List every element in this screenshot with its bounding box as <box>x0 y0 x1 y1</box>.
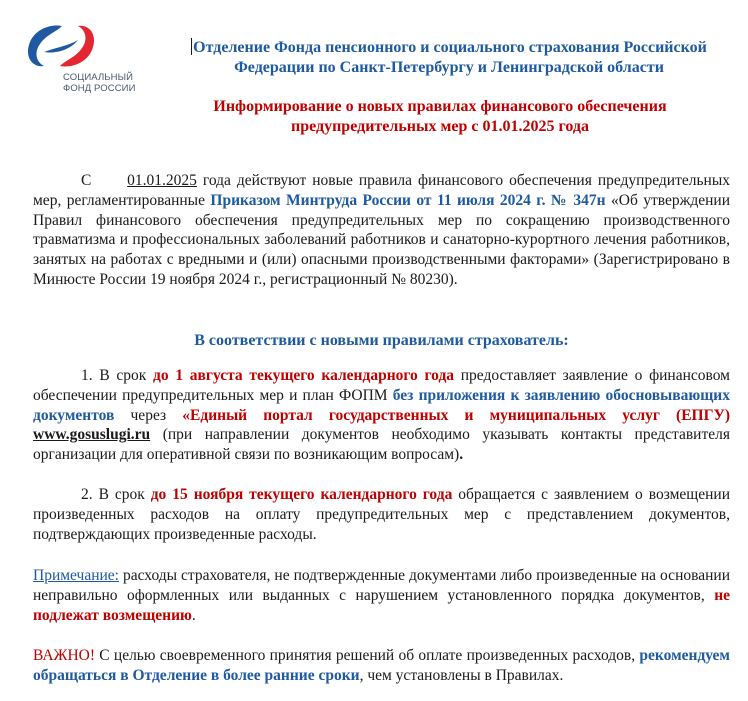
item-text: обращается с заявлением о возмещении произведенных расходов на оплату предупредительных мер с представлением документов, подтверждающих произведенные расходы. <box>33 486 731 543</box>
organization-name <box>163 38 735 78</box>
important-label: ВАЖНО! <box>33 647 95 664</box>
portal-name: «Единый портал государственных и муниципальных услуг (ЕПГУ) <box>182 406 730 424</box>
text-cursor <box>191 38 192 55</box>
item-text: предоставляет заявление о финансовом обеспечении предупредительных мер и план ФОПМ <box>33 367 730 404</box>
deadline: до 15 ноября текущего календарного года <box>150 486 453 503</box>
item-text: через <box>114 406 183 424</box>
order-reference: Приказом Минтруда России от 11 июля 2024 г. № 347н <box>210 191 606 209</box>
important-emphasis: рекомендуем обращаться в Отделение в более ранние сроки <box>33 647 730 684</box>
no-attachments-note: без приложения к заявлению обосновывающих документов <box>33 386 730 424</box>
logo-line-1: СОЦИАЛЬНЫЙ <box>63 72 134 83</box>
section-title: В соответствии с новыми правилами страхователь: <box>194 332 569 349</box>
item-lead: 2. В срок <box>81 486 151 503</box>
intro-date: 01.01.2025 <box>127 172 197 189</box>
intro-text-end: «Об утверждении Правил финансового обеспечения предупредительных мер по сокращению производственного травматизма и профессиональных заболеваний работников и санаторно-курортного лечения работников, занятых на работах с вредными и (или) опасными производственными факторами» (Зарегистрировано в Минюсте России 19 ноября 2024 г., регистрационный № 80230). <box>33 191 730 288</box>
sfr-logo-icon <box>22 22 100 74</box>
list-item <box>33 485 730 544</box>
remark-paragraph: Примечание: расходы страхователя, не подтвержденные документами либо произведенные на основании неправильно оформленных или выданных с нарушением установленного порядка документов, не подлежат возмещению. <box>33 567 730 624</box>
important-text: С целью своевременного принятия решений об оплате произведенных расходов, <box>95 647 640 664</box>
intro-start: С <box>81 172 92 189</box>
list-item: 1. В срок до 1 августа текущего календарного года предоставляет заявление о финансовом обеспечении предупредительных мер и план ФОПМ без приложения к заявлению обосновывающих документов через «Единый портал государственных и муниципальных услуг (ЕПГУ) www.gosuslugi.ru (при направлении документов необходимо указывать контакты представителя организации для оперативной связи по возникающим вопросам). <box>33 367 730 464</box>
important-paragraph: ВАЖНО! С целью своевременного принятия решений об оплате произведенных расходов, рекомендуем обращаться в Отделение в более ранние сроки, чем установлены в Правилах. <box>33 647 730 684</box>
sfr-logo <box>22 22 152 102</box>
item-lead: 1. В срок <box>81 367 154 384</box>
gosuslugi-link[interactable]: www.gosuslugi.ru <box>33 426 151 444</box>
remark-emphasis: не подлежат возмещению <box>33 586 730 624</box>
intro-paragraph <box>33 171 730 290</box>
document-title: Информирование о новых правилах финансового обеспечения предупредительных мер с 01.01.2025 года <box>213 98 667 135</box>
remark-label: Примечание: <box>33 567 119 584</box>
organization-name-text: Отделение Фонда пенсионного и социального страхования Российской Федерации по Санкт-Петербургу и Ленинградской области <box>193 39 707 76</box>
logo-line-2: ФОНД РОССИИ <box>63 83 136 94</box>
item-text: (при направлении документов необходимо указывать контакты представителя организации для оперативной связи по возникающим вопросам) <box>33 426 730 464</box>
remark-text: расходы страхователя, не подтвержденные документами либо произведенные на основании неправильно оформленных или выданных с нарушением установленного порядка документов, <box>33 567 730 604</box>
intro-text: года действуют новые правила финансового обеспечения предупредительных мер, регламентированные <box>33 172 730 209</box>
deadline: до 1 августа текущего календарного года <box>153 367 455 384</box>
